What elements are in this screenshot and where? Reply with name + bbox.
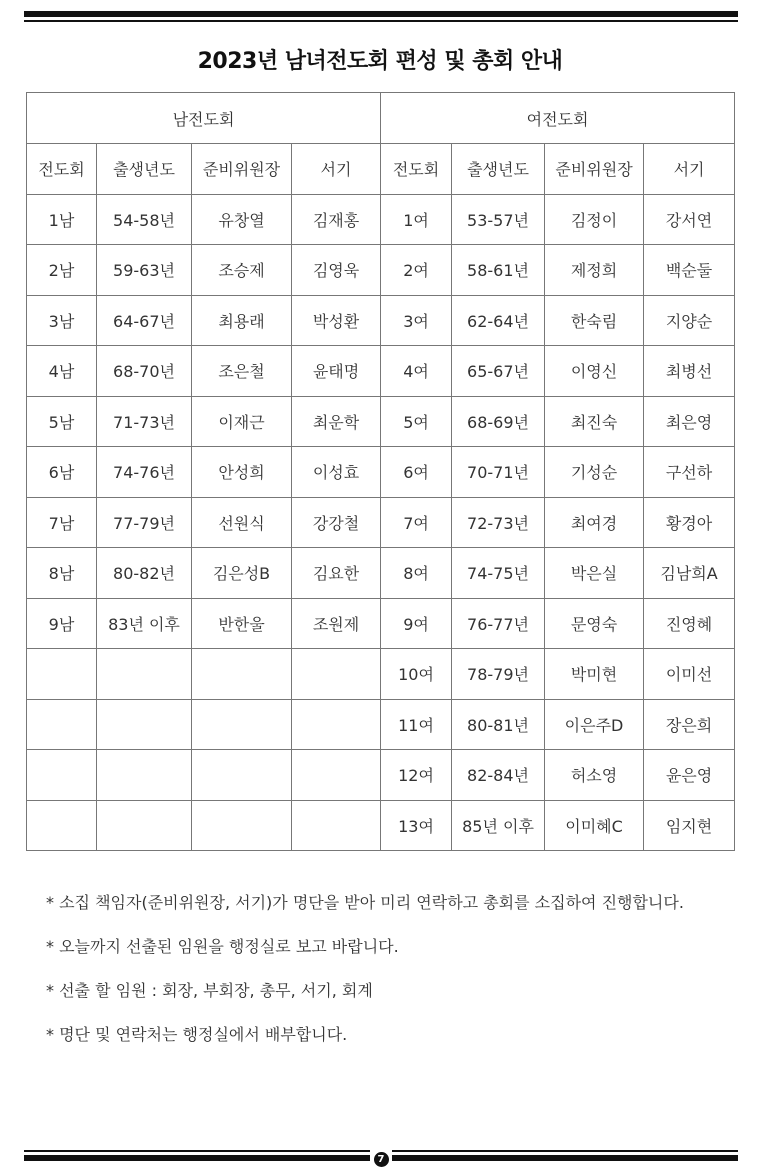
cell-women-birth-years: 78-79년: [452, 649, 545, 700]
cell-women-group: 10여: [381, 649, 452, 700]
cell-women-secretary: 이미선: [644, 649, 735, 700]
table-row: [27, 396, 735, 447]
table-row: [27, 245, 735, 296]
cell-women-secretary: 진영혜: [644, 598, 735, 649]
cell-men-secretary: 최운학: [292, 396, 381, 447]
cell-men-chair: 김은성B: [192, 548, 292, 599]
cell-women-chair: 이은주D: [545, 699, 644, 750]
cell-women-birth-years: 80-81년: [452, 699, 545, 750]
cell-men-group: 8남: [27, 548, 97, 599]
cell-men-birth-years: [97, 750, 192, 801]
cell-women-chair: 김정이: [545, 194, 644, 245]
cell-men-birth-years: 77-79년: [97, 497, 192, 548]
table-row: [27, 750, 735, 801]
cell-women-chair: 제정희: [545, 245, 644, 296]
cell-men-birth-years: 71-73년: [97, 396, 192, 447]
cell-men-secretary: 박성환: [292, 295, 381, 346]
cell-men-chair: 이재근: [192, 396, 292, 447]
cell-men-group: 5남: [27, 396, 97, 447]
cell-men-birth-years: 80-82년: [97, 548, 192, 599]
cell-women-group: 12여: [381, 750, 452, 801]
cell-men-birth-years: 74-76년: [97, 447, 192, 498]
cell-women-group: 13여: [381, 800, 452, 851]
cell-men-birth-years: 59-63년: [97, 245, 192, 296]
roster-table: [26, 92, 735, 851]
cell-men-secretary: [292, 800, 381, 851]
note-item: * 오늘까지 선출된 임원을 행정실로 보고 바랍니다.: [46, 937, 399, 956]
cell-women-group: 8여: [381, 548, 452, 599]
cell-women-chair: 최진숙: [545, 396, 644, 447]
group-header-row: [27, 93, 735, 144]
cell-men-group: [27, 800, 97, 851]
cell-women-secretary: 지양순: [644, 295, 735, 346]
cell-men-group: 6남: [27, 447, 97, 498]
cell-women-group: 2여: [381, 245, 452, 296]
note-item: * 소집 책임자(준비위원장, 서기)가 명단을 받아 미리 연락하고 총회를 소집하여 진행합니다.: [46, 893, 684, 912]
header-women-birth-years: 출생년도: [452, 144, 545, 195]
header-women-secretary: 서기: [644, 144, 735, 195]
header-men-birth-years: 출생년도: [97, 144, 192, 195]
cell-women-birth-years: 53-57년: [452, 194, 545, 245]
cell-men-chair: 최용래: [192, 295, 292, 346]
cell-men-chair: 유창열: [192, 194, 292, 245]
cell-women-secretary: 구선하: [644, 447, 735, 498]
cell-women-secretary: 백순둘: [644, 245, 735, 296]
cell-men-group: 2남: [27, 245, 97, 296]
cell-men-chair: 안성희: [192, 447, 292, 498]
cell-men-group: 3남: [27, 295, 97, 346]
cell-men-secretary: 김영욱: [292, 245, 381, 296]
top-rule-thin: [24, 20, 738, 22]
header-men-chair: 준비위원장: [192, 144, 292, 195]
header-women-chair: 준비위원장: [545, 144, 644, 195]
cell-men-chair: [192, 800, 292, 851]
table-row: [27, 800, 735, 851]
cell-women-secretary: 윤은영: [644, 750, 735, 801]
cell-women-group: 6여: [381, 447, 452, 498]
cell-women-birth-years: 76-77년: [452, 598, 545, 649]
page-title: 2023년 남녀전도회 편성 및 총회 안내: [197, 49, 563, 74]
cell-men-chair: 반한울: [192, 598, 292, 649]
cell-men-secretary: [292, 649, 381, 700]
cell-women-birth-years: 72-73년: [452, 497, 545, 548]
cell-women-birth-years: 68-69년: [452, 396, 545, 447]
note-item: * 선출 할 임원 : 회장, 부회장, 총무, 서기, 회계: [46, 981, 373, 1000]
cell-men-birth-years: 83년 이후: [97, 598, 192, 649]
cell-women-group: 9여: [381, 598, 452, 649]
column-header-row: [27, 144, 735, 195]
cell-men-birth-years: 54-58년: [97, 194, 192, 245]
cell-women-group: 11여: [381, 699, 452, 750]
cell-men-chair: 선원식: [192, 497, 292, 548]
cell-women-chair: 한숙림: [545, 295, 644, 346]
cell-women-secretary: 강서연: [644, 194, 735, 245]
cell-men-group: 1남: [27, 194, 97, 245]
cell-women-secretary: 황경아: [644, 497, 735, 548]
cell-men-chair: [192, 699, 292, 750]
cell-women-birth-years: 74-75년: [452, 548, 545, 599]
table-row: [27, 295, 735, 346]
cell-women-secretary: 최은영: [644, 396, 735, 447]
cell-men-secretary: 윤태명: [292, 346, 381, 397]
cell-men-secretary: 강강철: [292, 497, 381, 548]
top-rule-thick: [24, 11, 738, 17]
table-row: [27, 548, 735, 599]
cell-men-group: [27, 649, 97, 700]
cell-men-group: [27, 699, 97, 750]
cell-women-group: 7여: [381, 497, 452, 548]
cell-men-birth-years: [97, 699, 192, 750]
cell-women-chair: 기성순: [545, 447, 644, 498]
group-header-women: 여전도회: [381, 93, 735, 144]
cell-men-group: [27, 750, 97, 801]
table-row: [27, 497, 735, 548]
cell-women-birth-years: 85년 이후: [452, 800, 545, 851]
cell-women-chair: 이영신: [545, 346, 644, 397]
cell-women-chair: 최여경: [545, 497, 644, 548]
cell-women-secretary: 김남희A: [644, 548, 735, 599]
cell-women-secretary: 최병선: [644, 346, 735, 397]
cell-men-secretary: 김요한: [292, 548, 381, 599]
cell-women-birth-years: 65-67년: [452, 346, 545, 397]
cell-men-group: 7남: [27, 497, 97, 548]
page-number: 7: [374, 1152, 389, 1167]
cell-men-secretary: 이성효: [292, 447, 381, 498]
cell-men-secretary: [292, 699, 381, 750]
table-row: [27, 346, 735, 397]
cell-women-birth-years: 70-71년: [452, 447, 545, 498]
cell-women-secretary: 임지현: [644, 800, 735, 851]
table-row: [27, 194, 735, 245]
cell-women-group: 4여: [381, 346, 452, 397]
notes-list: [46, 888, 746, 1064]
cell-women-chair: 허소영: [545, 750, 644, 801]
note-item: * 명단 및 연락처는 행정실에서 배부합니다.: [46, 1025, 348, 1044]
cell-men-group: 4남: [27, 346, 97, 397]
cell-men-secretary: [292, 750, 381, 801]
cell-men-chair: 조은철: [192, 346, 292, 397]
group-header-men: 남전도회: [27, 93, 381, 144]
cell-men-group: 9남: [27, 598, 97, 649]
table-row: [27, 699, 735, 750]
cell-men-birth-years: [97, 649, 192, 700]
cell-men-secretary: 조원제: [292, 598, 381, 649]
cell-men-birth-years: 64-67년: [97, 295, 192, 346]
cell-women-group: 5여: [381, 396, 452, 447]
cell-men-secretary: 김재홍: [292, 194, 381, 245]
cell-women-chair: 이미혜C: [545, 800, 644, 851]
header-men-group: 전도회: [27, 144, 97, 195]
cell-women-group: 3여: [381, 295, 452, 346]
cell-women-chair: 박미현: [545, 649, 644, 700]
page-number-badge: [370, 1150, 392, 1168]
cell-women-group: 1여: [381, 194, 452, 245]
table-row: [27, 447, 735, 498]
cell-women-birth-years: 82-84년: [452, 750, 545, 801]
header-women-group: 전도회: [381, 144, 452, 195]
table-row: [27, 649, 735, 700]
cell-women-chair: 문영숙: [545, 598, 644, 649]
cell-men-chair: 조승제: [192, 245, 292, 296]
cell-men-chair: [192, 750, 292, 801]
roster-table-body: [27, 93, 735, 851]
header-men-secretary: 서기: [292, 144, 381, 195]
cell-women-birth-years: 58-61년: [452, 245, 545, 296]
cell-men-birth-years: [97, 800, 192, 851]
table-row: [27, 598, 735, 649]
cell-men-chair: [192, 649, 292, 700]
cell-men-birth-years: 68-70년: [97, 346, 192, 397]
cell-women-secretary: 장은희: [644, 699, 735, 750]
cell-women-birth-years: 62-64년: [452, 295, 545, 346]
cell-women-chair: 박은실: [545, 548, 644, 599]
